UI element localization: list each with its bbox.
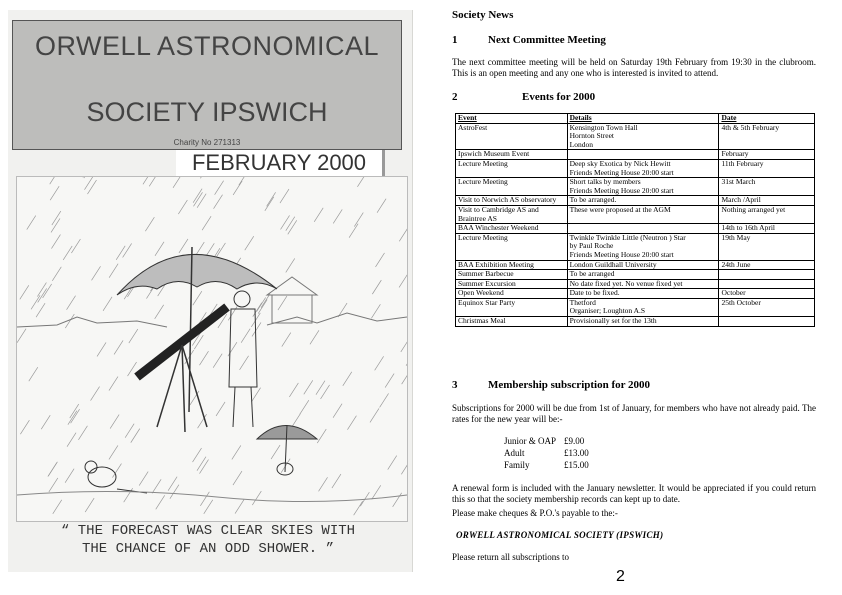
event-row <box>456 289 815 299</box>
event-row <box>456 224 815 234</box>
subscription-rates <box>504 435 589 471</box>
rate-price: £13.00 <box>564 448 589 458</box>
society-news-heading: Society News <box>452 9 514 21</box>
event-name: Ipswich Museum Event <box>456 150 568 160</box>
event-row <box>456 317 815 327</box>
renewal-form-text: A renewal form is included with the January newsletter. It would be appreciated if you could return this so that the society membership records can kept up to date. <box>452 483 816 504</box>
event-name: BAA Winchester Weekend <box>456 224 568 234</box>
committee-meeting-text: The next committee meeting will be held on Saturday 19th February from 19:30 in the clubroom. This is an open meeting and any one who is interested is invited to attend. <box>452 57 816 78</box>
event-details <box>567 123 719 150</box>
event-details <box>567 270 719 280</box>
event-details-line: Short talks by members <box>569 177 641 187</box>
event-details-line: Deep sky Exotica by Nick Hewitt <box>569 158 671 168</box>
event-details-line: Twinkle Twinkle Little (Neutron ) Star <box>569 232 686 242</box>
event-details <box>567 289 719 299</box>
event-name: Visit to Cambridge AS and Braintree AS <box>456 205 568 223</box>
event-details <box>567 205 719 223</box>
event-details <box>567 317 719 327</box>
rate-name: Family <box>504 460 530 470</box>
column-header-event: Event <box>456 114 568 124</box>
event-date: February <box>719 150 815 160</box>
cover-caption <box>28 522 388 558</box>
section-title-committee: Next Committee Meeting <box>488 34 606 46</box>
issue-date: FEBRUARY 2000 <box>176 150 385 179</box>
event-date: 11th February <box>719 159 815 177</box>
section-title-events: Events for 2000 <box>522 91 596 103</box>
event-name: Lecture Meeting <box>456 178 568 196</box>
event-details-line: Friends Meeting House 20:00 start <box>569 167 674 177</box>
event-date <box>719 317 815 327</box>
cheques-payable-text: Please make cheques & P.O.'s payable to the:- <box>452 508 618 518</box>
event-date: 25th October <box>719 298 815 316</box>
event-row <box>456 279 815 289</box>
event-details-line: Date to be fixed. <box>569 288 620 298</box>
event-details <box>567 196 719 206</box>
event-details-line: Friends Meeting House 20:00 start <box>569 249 674 259</box>
event-details-line: To be arranged. <box>569 195 617 205</box>
event-details <box>567 233 719 260</box>
event-name: Lecture Meeting <box>456 159 568 177</box>
event-date: 24th June <box>719 260 815 270</box>
rate-name: Adult <box>504 448 525 458</box>
event-name: Equinox Star Party <box>456 298 568 316</box>
charity-number: Charity No 271313 <box>173 138 241 147</box>
events-table <box>455 113 815 327</box>
caption-line1: “ THE FORECAST WAS CLEAR SKIES WITH <box>60 523 356 539</box>
society-name: ORWELL ASTRONOMICAL SOCIETY (IPSWICH) <box>456 530 664 540</box>
event-row <box>456 159 815 177</box>
event-details <box>567 159 719 177</box>
return-subscriptions-text: Please return all subscriptions to <box>452 552 569 562</box>
event-details <box>567 178 719 196</box>
section-number-2: 2 <box>452 91 458 103</box>
event-details <box>567 224 719 234</box>
event-name: Visit to Norwich AS observatory <box>456 196 568 206</box>
rate-row <box>504 459 589 471</box>
event-name: Summer Excursion <box>456 279 568 289</box>
cover-title-line1: ORWELL ASTRONOMICAL <box>34 31 380 61</box>
cover-cartoon <box>16 176 408 522</box>
section-number-1: 1 <box>452 34 458 46</box>
event-name: BAA Exhibition Meeting <box>456 260 568 270</box>
events-table-body <box>456 123 815 326</box>
event-date: March /April <box>719 196 815 206</box>
event-details-line: Organiser; Loughton A.S <box>569 306 646 316</box>
event-row <box>456 196 815 206</box>
rate-row <box>504 435 589 447</box>
event-row <box>456 270 815 280</box>
event-row <box>456 298 815 316</box>
rate-row <box>504 447 589 459</box>
event-details-line: London <box>569 139 593 149</box>
rain-cartoon-illustration <box>17 177 407 521</box>
column-header-date: Date <box>719 114 815 124</box>
caption-line2: THE CHANCE OF AN ODD SHOWER. ” <box>81 541 335 557</box>
cover-title-line2: SOCIETY IPSWICH <box>86 97 328 127</box>
event-date: Nothing arranged yet <box>719 205 815 223</box>
event-name: Summer Barbecue <box>456 270 568 280</box>
subscription-intro-text: Subscriptions for 2000 will be due from 1st of January, for members who have not already paid. The rates for the new year will be:- <box>452 403 816 424</box>
event-details-line: No date fixed yet. No venue fixed yet <box>569 278 683 288</box>
event-details-line: by Paul Roche <box>569 241 614 251</box>
event-details-line: Provisionally set for the 13th <box>569 316 657 326</box>
section-title-membership: Membership subscription for 2000 <box>488 379 651 391</box>
rate-name: Junior & OAP <box>504 436 557 446</box>
events-table-header <box>456 114 815 124</box>
event-row <box>456 123 815 150</box>
event-row <box>456 233 815 260</box>
event-details-line: Friends Meeting House 20:00 start <box>569 185 674 195</box>
rate-price: £15.00 <box>564 460 589 470</box>
rate-price: £9.00 <box>564 436 585 446</box>
event-details-line: To be arranged <box>569 269 615 279</box>
event-date: 31st March <box>719 178 815 196</box>
event-name: Open Weekend <box>456 289 568 299</box>
section-number-3: 3 <box>452 379 458 391</box>
event-details-line: London Guildhall University <box>569 259 657 269</box>
event-name: AstroFest <box>456 123 568 150</box>
newsletter-cover <box>8 10 413 572</box>
event-row <box>456 178 815 196</box>
event-details-line: Kensington Town Hall <box>569 122 638 132</box>
event-date: 19th May <box>719 233 815 260</box>
event-row <box>456 205 815 223</box>
society-news-page <box>452 0 822 595</box>
cover-banner <box>12 20 402 150</box>
event-date: October <box>719 289 815 299</box>
event-name: Lecture Meeting <box>456 233 568 260</box>
page-number: 2 <box>616 568 625 585</box>
column-header-details: Details <box>567 114 719 124</box>
event-details-line: These were proposed at the AGM <box>569 204 671 214</box>
event-date: 14th to 16th April <box>719 224 815 234</box>
event-details-line: Thetford <box>569 297 596 307</box>
event-details <box>567 298 719 316</box>
event-date: 4th & 5th February <box>719 123 815 150</box>
event-name: Christmas Meal <box>456 317 568 327</box>
event-details-line: Hornton Street <box>569 131 614 141</box>
event-date <box>719 270 815 280</box>
